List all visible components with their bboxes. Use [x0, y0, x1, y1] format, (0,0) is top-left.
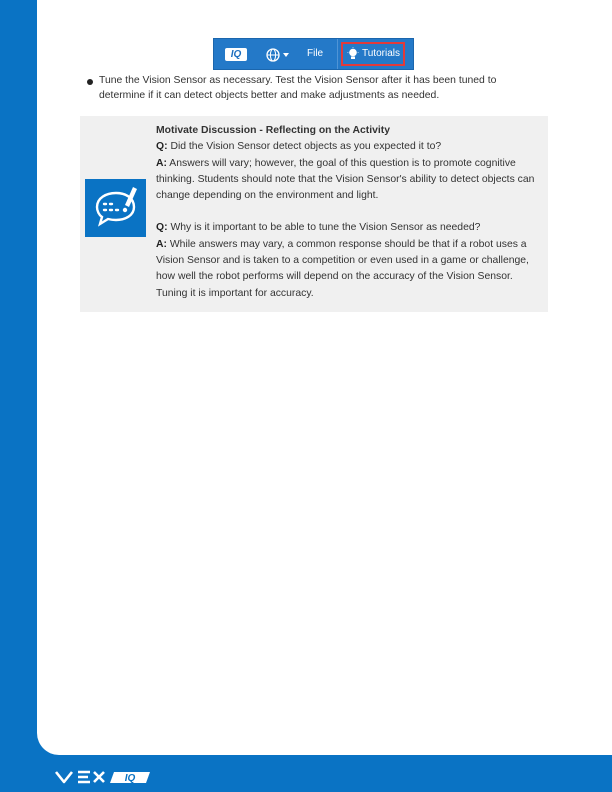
- chevron-down-icon: [283, 53, 289, 57]
- discussion-title: Motivate Discussion - Reflecting on the Activity: [156, 125, 391, 136]
- a-label: A:: [156, 157, 167, 169]
- vex-iq-logo: IQ: [225, 48, 247, 61]
- vexcode-toolbar-screenshot: [213, 38, 414, 70]
- question-1: [156, 139, 540, 155]
- question-2: [156, 220, 540, 236]
- spacer: [156, 204, 540, 220]
- answer-1: [156, 156, 540, 205]
- bullet-dot: [87, 79, 93, 85]
- svg-text:IQ: IQ: [124, 773, 136, 784]
- bullet-paragraph: Tune the Vision Sensor as necessary. Test the Vision Sensor after it has been tuned to determine if it can detect objects better and make adjustments as needed.: [99, 75, 497, 101]
- question-1-text: Did the Vision Sensor detect objects as you expected it to?: [170, 141, 442, 153]
- toolbar-divider: [337, 39, 338, 69]
- tutorials-label: Tutorials: [362, 48, 400, 59]
- chat-bubble-icon: [85, 179, 146, 237]
- answer-2: [156, 237, 540, 302]
- answer-1-text: Answers will vary; however, the goal of this question is to promote cognitive thinking. Students should note that the Vision Sensor's ability to detect objects can change depending on the environment and light.: [156, 157, 535, 202]
- page-sheet: [37, 0, 612, 755]
- vex-iq-footer-logo: [54, 766, 154, 786]
- lightbulb-icon: [347, 47, 359, 61]
- discussion-text: [156, 123, 540, 302]
- file-menu-label: File: [307, 48, 324, 59]
- a-label: A:: [156, 238, 167, 250]
- answer-2-text: While answers may vary, a common response should be that if a robot uses a Vision Sensor and is taken to a competition or even used in a game or challenge, how well the robot performs will depend on the accuracy of the Vision Sensor. Tuning it is important for accuracy.: [156, 238, 529, 299]
- q-label: Q:: [156, 141, 168, 153]
- tutorials-highlight: [341, 42, 405, 66]
- globe-icon: [265, 46, 291, 64]
- q-label: Q:: [156, 222, 168, 234]
- question-2-text: Why is it important to be able to tune the Vision Sensor as needed?: [170, 222, 481, 234]
- motivate-discussion-box: [80, 116, 548, 312]
